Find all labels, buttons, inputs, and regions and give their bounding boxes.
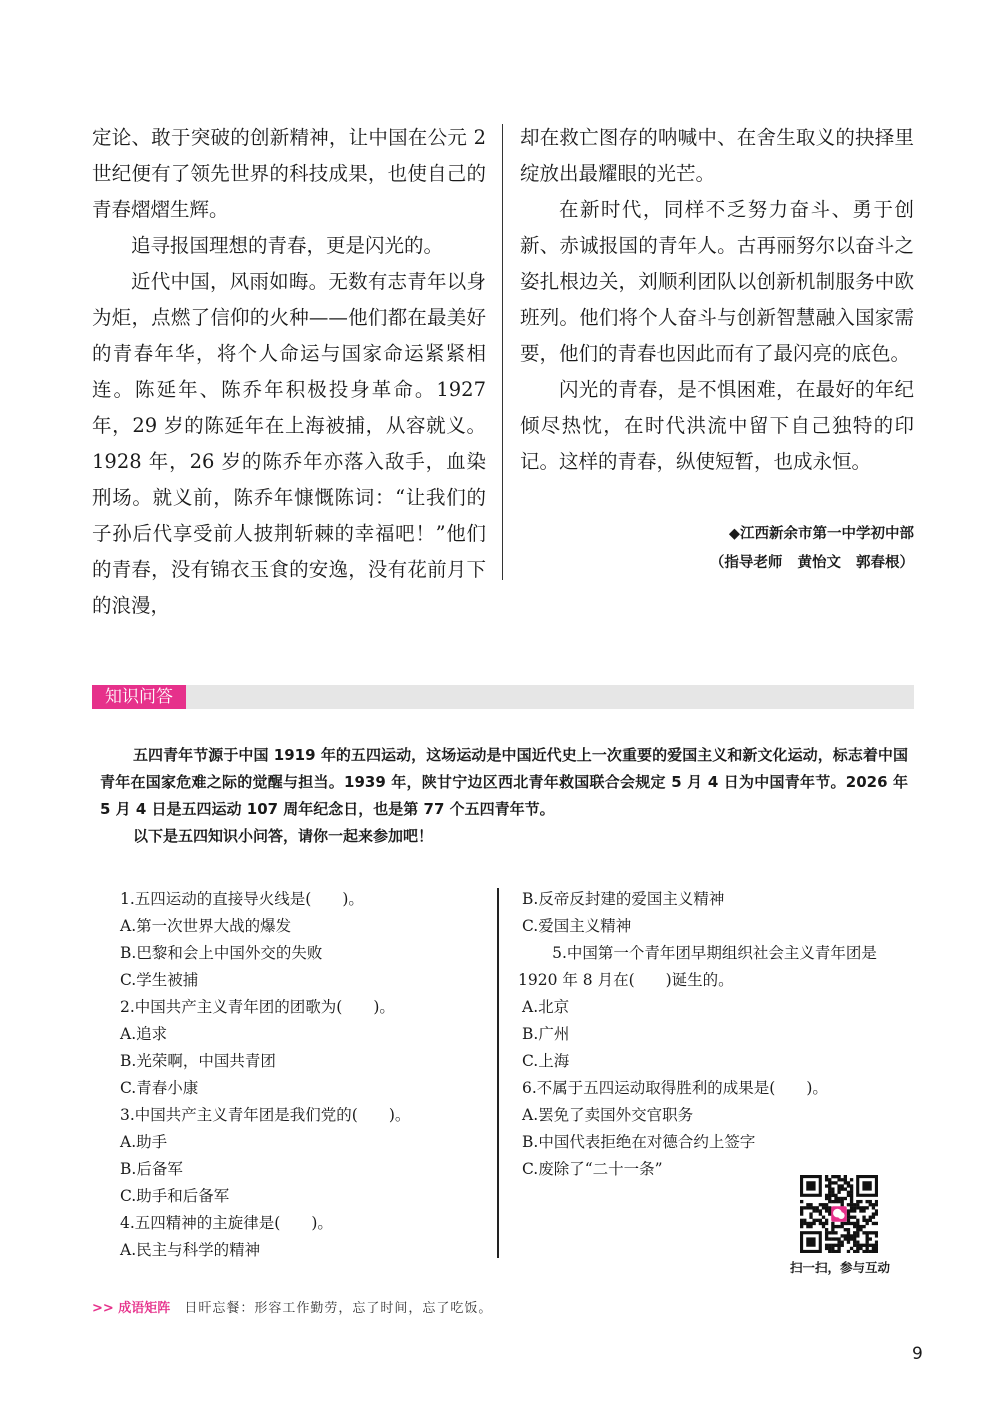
quiz-option: B.广州	[522, 1025, 570, 1043]
quiz-question: 3.中国共产主义青年团是我们党的( )。	[120, 1106, 411, 1124]
quiz-left-column	[116, 886, 482, 1264]
quiz-option: B.中国代表拒绝在对德合约上签字	[522, 1133, 756, 1151]
quiz-option: C.爱国主义精神	[522, 917, 632, 935]
quiz-intro	[100, 742, 908, 850]
quiz-option: C.废除了“二十一条”	[522, 1160, 663, 1178]
quiz-question: 1.五四运动的直接导火线是( )。	[120, 890, 364, 908]
column-divider	[502, 124, 503, 580]
essay-right-column	[520, 120, 914, 480]
essay-paragraph: 定论、敢于突破的创新精神，让中国在公元 2 世纪便有了领先世界的科技成果，也使自己的青春熠熠生辉。	[92, 126, 486, 221]
essay-paragraph: 追寻报国理想的青春，更是闪光的。	[131, 234, 444, 257]
section-header-bar	[92, 685, 914, 709]
quiz-right-column	[518, 886, 914, 1183]
quiz-option: A.罢免了卖国外交官职务	[522, 1106, 694, 1124]
qr-caption: 扫一扫，参与互动	[789, 1260, 890, 1275]
qr-code-graphic	[800, 1175, 878, 1253]
essay-paragraph: 却在救亡图存的呐喊中、在舍生取义的抉择里绽放出最耀眼的光芒。	[520, 126, 914, 185]
qr-code[interactable]	[800, 1175, 878, 1253]
essay-paragraph: 近代中国，风雨如晦。无数有志青年以身为炬，点燃了信仰的火种——他们都在最美好的青春年华，将个人命运与国家命运紧紧相连。陈延年、陈乔年积极投身革命。1927 年，29 岁的陈延年在上海被捕，从容就义。1928 年，26 岁的陈乔年亦落入敌手，血染刑场。就义前，陈乔年慷慨陈词：“让我们的子孙后代享受前人披荆斩棘的幸福吧！”他们的青春，没有锦衣玉食的安逸，没有花前月下的浪漫，	[92, 270, 486, 617]
intro-paragraph: 五四青年节源于中国 1919 年的五四运动，这场运动是中国近代史上一次重要的爱国主义和新文化运动，标志着中国青年在国家危难之际的觉醒与担当。1939 年，陕甘宁边区西北青年救国联合会规定 5 月 4 日为中国青年节。2026 年 5 月 4 日是五四运动 107 周年纪念日，也是第 77 个五四青年节。	[100, 746, 908, 818]
quiz-option: C.上海	[522, 1052, 570, 1070]
quiz-question: 4.五四精神的主旋律是( )。	[120, 1214, 333, 1232]
quiz-option: B.后备军	[120, 1160, 183, 1178]
quiz-question: 2.中国共产主义青年团的团歌为( )。	[120, 998, 395, 1016]
page-number: 9	[912, 1344, 923, 1364]
quiz-option: A.第一次世界大战的爆发	[120, 917, 292, 935]
quiz-option: A.追求	[120, 1025, 168, 1043]
quiz-option: B.巴黎和会上中国外交的失败	[120, 944, 323, 962]
quiz-question: 6.不属于五四运动取得胜利的成果是( )。	[522, 1079, 828, 1097]
quiz-option: B.反帝反封建的爱国主义精神	[522, 890, 725, 908]
quiz-option: C.青春小康	[120, 1079, 199, 1097]
idiom-footer	[92, 1297, 492, 1316]
intro-paragraph: 以下是五四知识小问答，请你一起来参加吧！	[133, 827, 434, 845]
idiom-tag: >> 成语矩阵	[92, 1301, 171, 1316]
author-teachers: （指导老师 黄怡文 郭春根）	[709, 555, 914, 571]
idiom-text: 日旰忘餐：形容工作勤劳，忘了时间，忘了吃饭。	[184, 1301, 493, 1316]
quiz-option: A.民主与科学的精神	[120, 1241, 261, 1259]
section-title: 知识问答	[92, 685, 186, 709]
essay-left-column	[92, 120, 486, 624]
quiz-option: C.助手和后备军	[120, 1187, 230, 1205]
quiz-option: C.学生被捕	[120, 971, 199, 989]
quiz-column-divider	[497, 888, 499, 1258]
quiz-option: A.助手	[120, 1133, 168, 1151]
quiz-question: 5.中国第一个青年团早期组织社会主义青年团是 1920 年 8 月在( )诞生的。	[518, 944, 877, 989]
essay-paragraph: 闪光的青春，是不惧困难，在最好的年纪倾尽热忱，在时代洪流中留下自己独特的印记。这样的青春，纵使短暂，也成永恒。	[520, 378, 914, 473]
essay-paragraph: 在新时代，同样不乏努力奋斗、勇于创新、赤诚报国的青年人。古再丽努尔以奋斗之姿扎根边关，刘顺利团队以创新机制服务中欧班列。他们将个人奋斗与创新智慧融入国家需要，他们的青春也因此而有了最闪亮的底色。	[520, 198, 914, 365]
quiz-option: A.北京	[522, 998, 570, 1016]
author-school: ◆江西新余市第一中学初中部	[728, 526, 914, 542]
quiz-option: B.光荣啊，中国共青团	[120, 1052, 276, 1070]
